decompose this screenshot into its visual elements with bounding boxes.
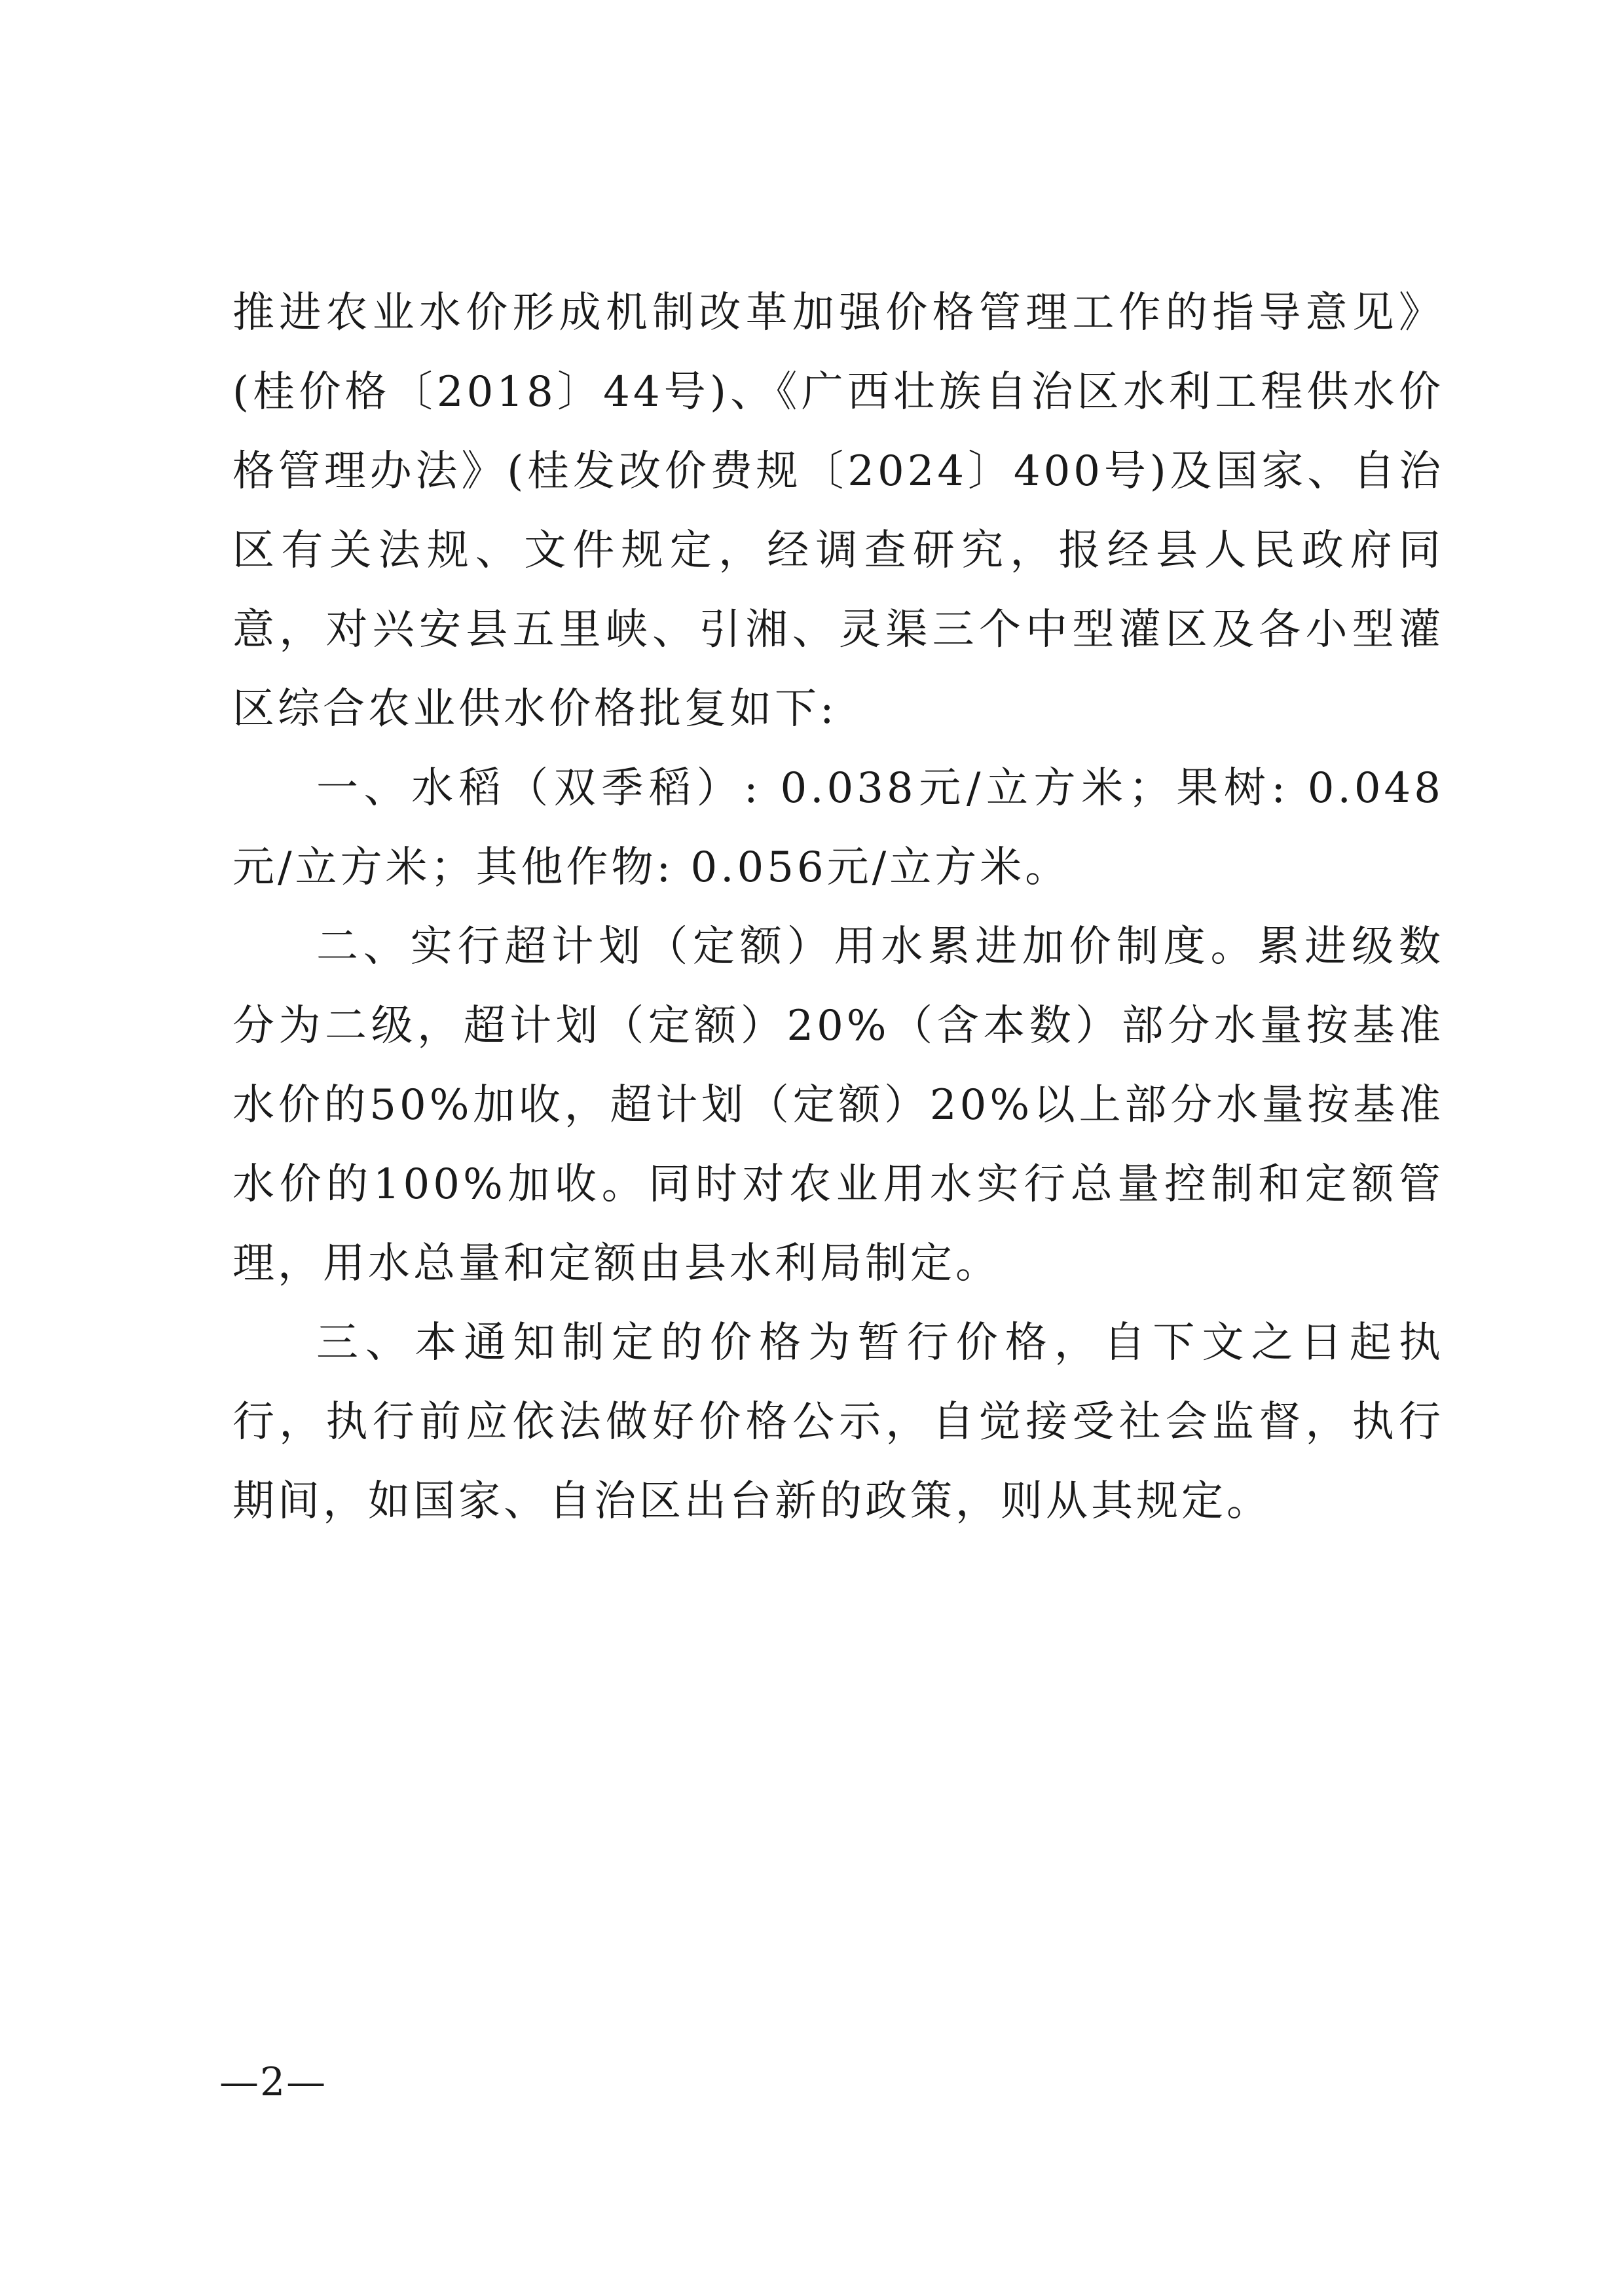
page-number: —2— <box>219 2059 327 2105</box>
paragraph-continuation: 推进农业水价形成机制改革加强价格管理工作的指导意见》(桂价格〔2018〕44号)、《广西壮族自治区水利工程供水价格管理办法》(桂发改价费规〔2024〕400号)及国家、自治区有关法规、文件规定，经调查研究，报经县人民政府同意，对兴安县五里峡、引湘、灵渠三个中型灌区及各小型灌区综合农业供水价格批复如下: <box>232 289 1444 733</box>
paragraph-item-1: 一、水稻（双季稻）: 0.038元/立方米；果树: 0.048元/立方米；其他作物: 0.056元/立方米。 <box>232 764 1444 892</box>
paragraph-item-2: 二、实行超计划（定额）用水累进加价制度。累进级数分为二级，超计划（定额）20%（含本数）部分水量按基准水价的50%加收，超计划（定额）20%以上部分水量按基准水价的100%加收。同时对农业用水实行总量控制和定额管理，用水总量和定额由县水利局制定。 <box>232 923 1444 1288</box>
paragraph-item-3: 三、本通知制定的价格为暂行价格，自下文之日起执行，执行前应依法做好价格公示，自觉接受社会监督，执行期间，如国家、自治区出台新的政策，则从其规定。 <box>232 1319 1444 1526</box>
document-body <box>232 274 1444 1541</box>
